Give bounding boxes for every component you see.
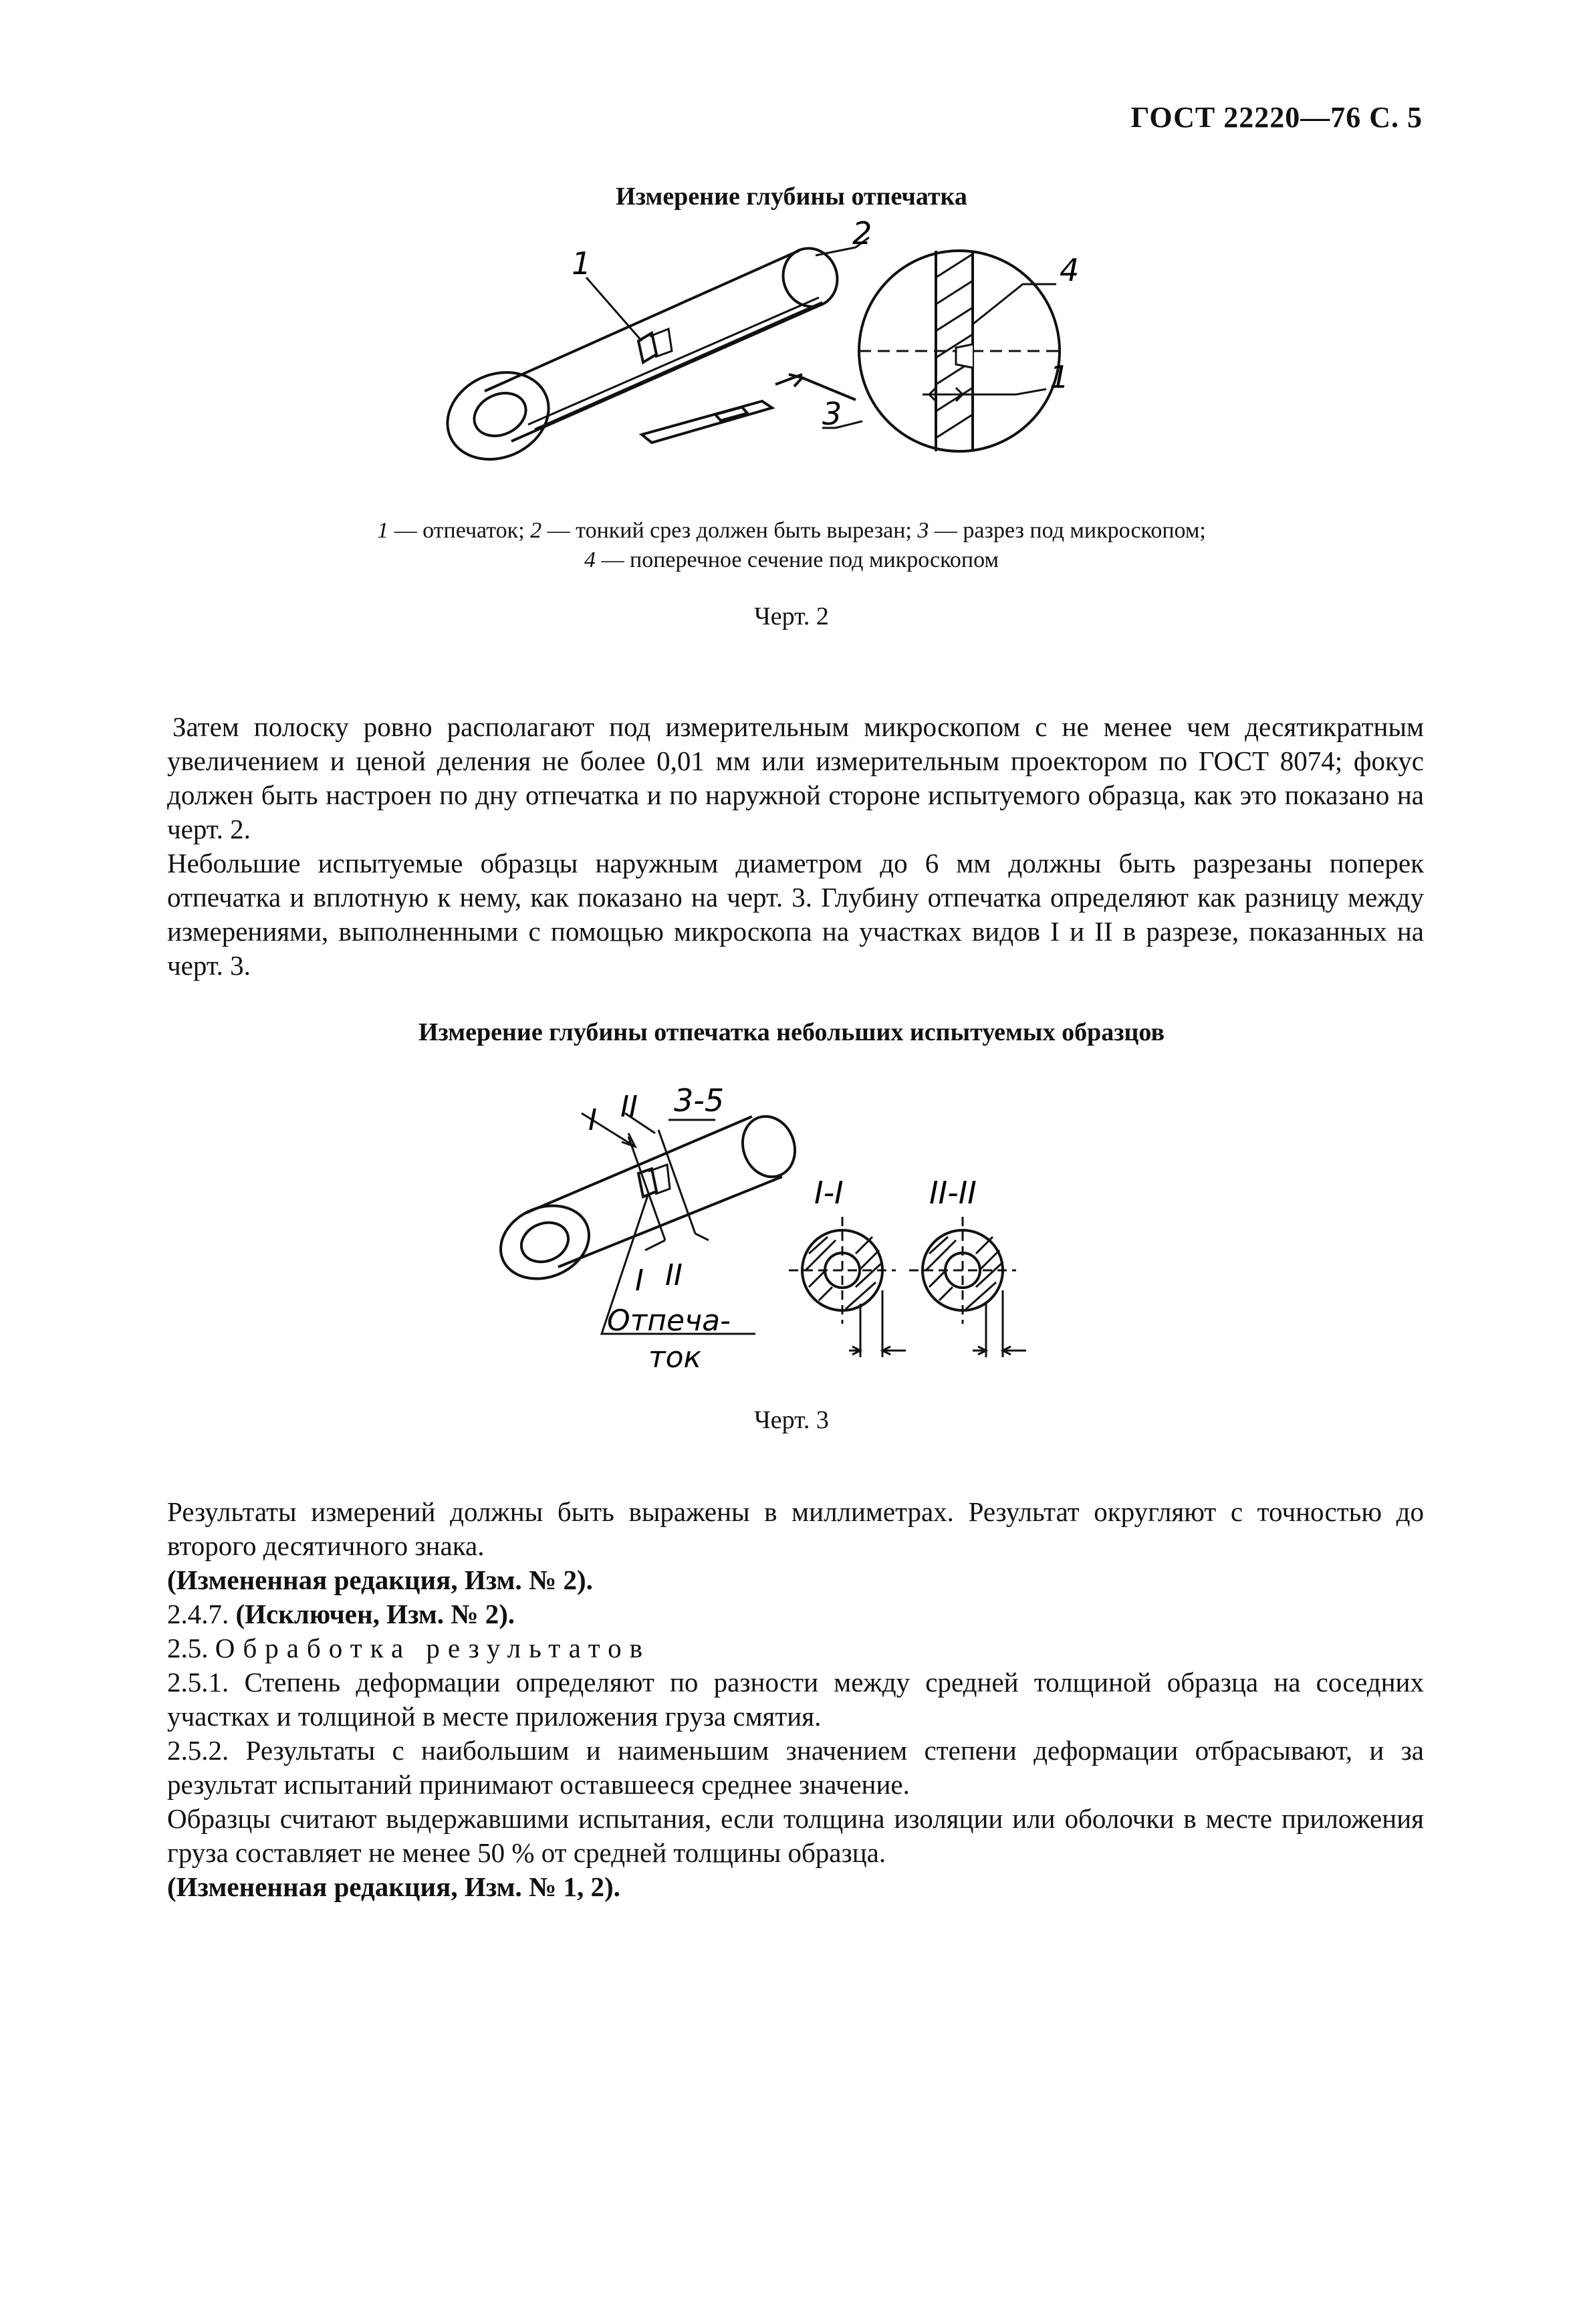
clause-number: 2.5. <box>167 1633 215 1663</box>
clause-number: 2.4.7. <box>167 1599 236 1629</box>
caption-text-4: — поперечное сечение под микроскопом <box>596 548 999 572</box>
clause-2-5-2 <box>167 1734 1424 1802</box>
figure2-caption-line2 <box>0 546 1583 575</box>
figure3-number: Черт. 3 <box>754 1406 829 1434</box>
paragraph-text: Небольшие испытуемые образцы наружным диаметром до 6 мм должны быть разрезаны поперек отпечатка и вплотную к нему, как показано на черт. 3. Глубину отпечатка определяют как разницу между измерениями, выполненными с помощью микроскопа на участках видов I и II в разрезе, показанных на черт. 3. <box>167 848 1424 981</box>
clause-2-5-1 <box>167 1665 1424 1734</box>
paragraph <box>167 1802 1424 1870</box>
paragraph-text: Результаты измерений должны быть выражены в миллиметрах. Результат округляют с точностью до второго десятичного знака. <box>167 1496 1424 1561</box>
fig3-label-imprint-2: ток <box>648 1341 702 1375</box>
fig2-label-4: 4 <box>1060 252 1080 288</box>
paragraph <box>167 846 1424 983</box>
figure2-number: Черт. 2 <box>754 602 829 630</box>
caption-text-3: — разрез под микроскопом; <box>929 518 1206 543</box>
figure3-drawing <box>495 1070 1056 1384</box>
clause-2-4-7 <box>167 1597 1424 1631</box>
clause-excluded: (Исключен, Изм. № 2). <box>235 1599 515 1629</box>
fig3-label-section-I: I-I <box>814 1175 844 1211</box>
paragraph-text: 2.5.1. Степень деформации определяют по разности между средней толщиной образца на соседних участках и толщиной в месте приложения груза смятия. <box>167 1667 1424 1732</box>
paragraph-text: Образцы считают выдержавшими испытания, если толщина изоляции или оболочки в месте приложения груза составляет не менее 50 % от средней толщины образца. <box>167 1803 1424 1868</box>
amendment-text: (Измененная редакция, Изм. № 1, 2). <box>167 1871 620 1902</box>
fig3-label-section-II: II-II <box>929 1175 977 1211</box>
figure2-title: Измерение глубины отпечатка <box>616 183 967 211</box>
fig3-label-imprint-1: Отпеча- <box>607 1304 731 1338</box>
caption-num-4: 4 <box>584 548 596 572</box>
text-block-1 <box>167 710 1424 983</box>
caption-num-2: 2 <box>530 518 542 543</box>
paragraph-text: Затем полоску ровно располагают под измерительным микроскопом с не менее чем десятикратным увеличением и ценой деления не более 0,01 мм или измерительным проектором по ГОСТ 8074; фокус должен быть настроен по дну отпечатка и по наружной стороне испытуемого образца, как это показано на черт. 2. <box>167 711 1424 844</box>
fig3-label-I-bot: I <box>635 1264 644 1298</box>
fig2-label-2: 2 <box>852 215 872 251</box>
fig2-label-3: 3 <box>822 396 842 432</box>
clause-2-5 <box>167 1631 1424 1665</box>
page-header: ГОСТ 22220—76 С. 5 <box>1130 101 1423 134</box>
figure2-drawing <box>428 214 1123 488</box>
fig3-label-I-top: I <box>588 1103 597 1137</box>
amendment-note <box>167 1870 1424 1904</box>
fig3-label-II-top: II <box>620 1090 638 1124</box>
amendment-note <box>167 1563 1424 1597</box>
amendment-text: (Измененная редакция, Изм. № 2). <box>167 1564 593 1595</box>
fig3-label-II-bot: II <box>665 1258 683 1292</box>
caption-text-2: — тонкий срез должен быть вырезан; <box>541 518 918 543</box>
figure2-caption-line1 <box>0 516 1583 546</box>
fig3-label-range: 3-5 <box>674 1082 725 1119</box>
caption-num-3: 3 <box>917 518 929 543</box>
fig2-label-1b: 1 <box>1050 359 1070 395</box>
figure3-title: Измерение глубины отпечатка небольших испытуемых образцов <box>418 1018 1165 1046</box>
paragraph <box>167 710 1424 846</box>
section-heading: Обработка результатов <box>215 1633 651 1663</box>
paragraph <box>167 1495 1424 1563</box>
caption-num-1: 1 <box>377 518 389 543</box>
text-block-2 <box>167 1495 1424 1904</box>
paragraph-text: 2.5.2. Результаты с наибольшим и наименьшим значением степени деформации отбрасывают, и за результат испытаний принимают оставшееся среднее значение. <box>167 1735 1424 1800</box>
fig2-label-1: 1 <box>572 245 592 281</box>
caption-text-1: — отпечаток; <box>388 518 531 543</box>
